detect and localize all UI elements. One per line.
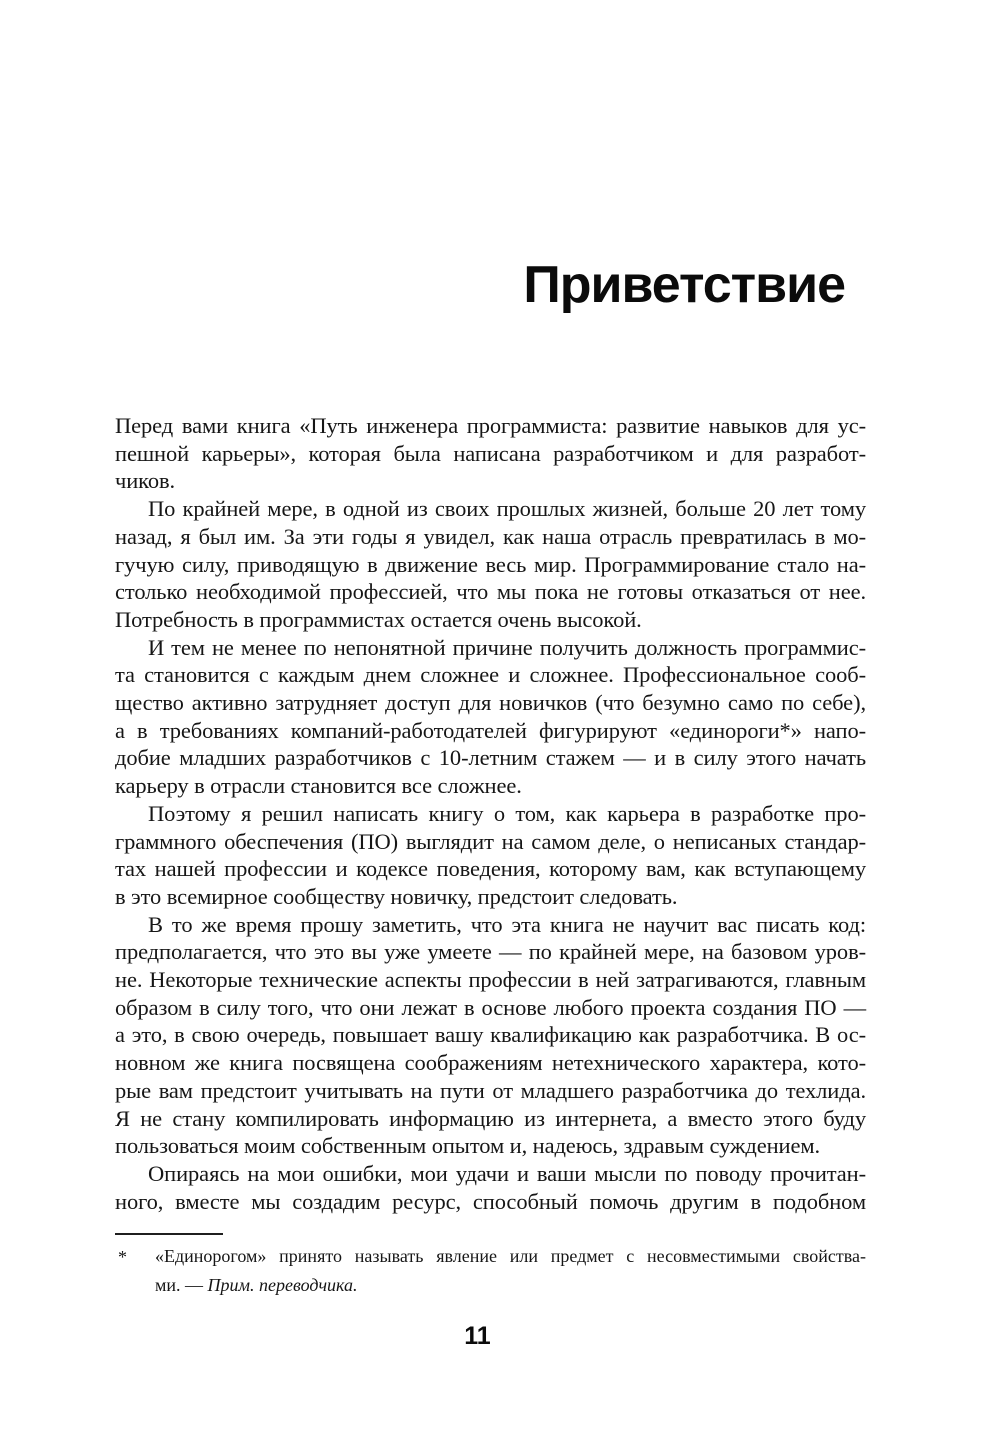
text-line: По крайней мере, в одной из своих прошлых жизней, больше 20 лет тому xyxy=(148,496,866,522)
text-line: предполагается, что это вы уже умеете — по крайней мере, на базовом уров- xyxy=(115,939,866,965)
text-line: тах нашей профессии и кодексе поведения, которому вам, как вступающему xyxy=(115,856,866,882)
text-line: пользоваться моим собственным опытом и, надеюсь, здравым суждением. xyxy=(115,1133,821,1159)
footnote-line: «Единорогом» принято называть явление или предмет с несовместимыми свойства- xyxy=(155,1246,866,1266)
text-line: новном же книга посвящена соображениям нетехнического характера, кото- xyxy=(115,1050,866,1076)
text-line: гучую силу, приводящую в движение весь мир. Программирование стало на- xyxy=(115,551,866,577)
footnote-text xyxy=(155,1242,866,1299)
text-line: чиков. xyxy=(115,468,176,494)
text-line: граммного обеспечения (ПО) выглядит на самом деле, о неписаных стандар- xyxy=(115,828,866,854)
text-line: карьеру в отрасли становится все сложнее. xyxy=(115,773,522,799)
text-line: в это всемирное сообществу новичку, предстоит следовать. xyxy=(115,883,678,909)
footnote-marker: * xyxy=(118,1247,127,1267)
text-line: добие младших разработчиков с 10-летним стажем — и в силу этого начать xyxy=(115,745,866,771)
text-line: а это, в свою очередь, повышает вашу квалификацию как разработчика. В ос- xyxy=(115,1022,866,1048)
text-line: Перед вами книга «Путь инженера программиста: развитие навыков для ус- xyxy=(115,413,866,438)
text-line: Поэтому я решил написать книгу о том, как карьера в разработке про- xyxy=(148,800,866,826)
text-line: не. Некоторые технические аспекты профессии в ней затрагиваются, главным xyxy=(115,967,866,993)
footnote-divider xyxy=(115,1233,223,1235)
page-number: 11 xyxy=(464,1322,491,1350)
text-line: Опираясь на мои ошибки, мои удачи и ваши мысли по поводу прочитан- xyxy=(148,1160,866,1186)
footnote-translator-note: Прим. переводчика. xyxy=(207,1274,358,1295)
text-line: столько необходимой профессией, что мы пока не готовы отказаться от нее. xyxy=(115,579,866,605)
footnote-line-regular: ми. — xyxy=(155,1274,208,1295)
text-line: Я не стану компилировать информацию из интернета, а вместо этого буду xyxy=(115,1105,866,1131)
text-line: В то же время прошу заметить, что эта книга не научит вас писать код: xyxy=(148,911,866,937)
text-line: ного, вместе мы создадим ресурс, способный помочь другим в подобном xyxy=(115,1188,866,1214)
text-line: рые вам предстоит учитывать на пути от младшего разработчика до техлида. xyxy=(115,1077,866,1103)
text-line: И тем не менее по непонятной причине получить должность программис- xyxy=(148,634,866,660)
chapter-title: Приветствие xyxy=(523,256,845,314)
body-text xyxy=(115,412,866,1215)
text-line: Потребность в программистах остается очень высокой. xyxy=(115,606,642,632)
text-line: назад, я был им. За эти годы я увидел, как наша отрасль превратилась в мо- xyxy=(115,523,866,549)
text-line: образом в силу того, что они лежат в основе любого проекта создания ПО — xyxy=(115,994,866,1020)
text-line: а в требованиях компаний-работодателей фигурируют «единороги*» напо- xyxy=(115,717,866,743)
text-line: та становится с каждым днем сложнее и сложнее. Профессиональное сооб- xyxy=(115,662,866,688)
text-line: пешной карьеры», которая была написана разработчиком и для разработ- xyxy=(115,440,866,466)
text-line: щество активно затрудняет доступ для новичков (что безумно само по себе), xyxy=(115,690,866,716)
footnote-line xyxy=(155,1271,866,1300)
footnote xyxy=(115,1242,866,1299)
